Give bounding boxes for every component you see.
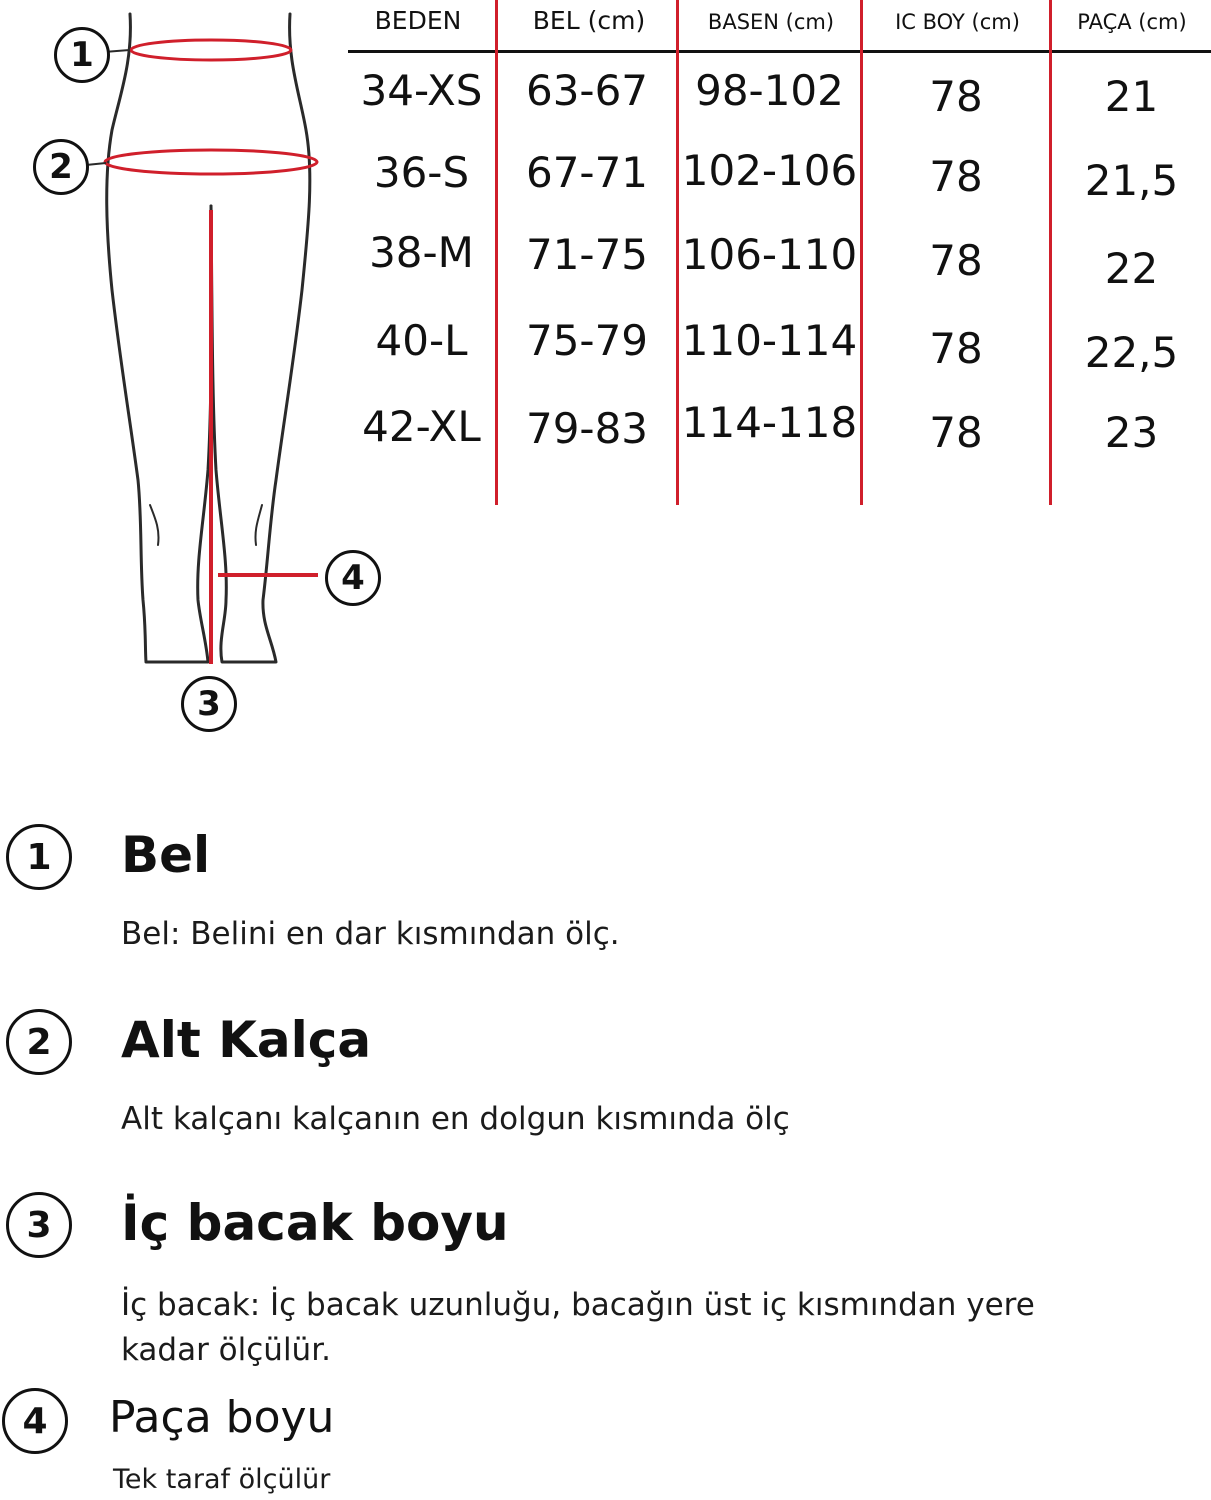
table-cell: 63-67 xyxy=(525,66,649,115)
table-cell: 23 xyxy=(1104,408,1159,457)
table-cell: 21 xyxy=(1104,72,1159,121)
header-size: BEDEN xyxy=(374,6,462,35)
header-hip: BASEN (cm) xyxy=(707,10,835,34)
table-cell: 71-75 xyxy=(525,230,649,279)
legend-title: Paça boyu xyxy=(109,1392,335,1443)
waist-measure-line xyxy=(131,40,291,60)
table-cell: 114-118 xyxy=(681,398,858,447)
marker-1-icon: 1 xyxy=(54,27,110,83)
number-3-icon: 3 xyxy=(6,1192,72,1258)
legend-title: İç bacak boyu xyxy=(121,1194,509,1252)
table-cell: 78 xyxy=(929,152,983,201)
marker-2-icon: 2 xyxy=(33,139,89,195)
legs-outline-drawing xyxy=(0,0,400,760)
legend-description: İç bacak: İç bacak uzunluğu, bacağın üst iç kısmından yere xyxy=(121,1287,1035,1323)
table-cell: 78 xyxy=(929,324,983,373)
table-cell: 98-102 xyxy=(695,66,844,115)
legend-description: Tek taraf ölçülür xyxy=(113,1464,331,1495)
marker-4-icon: 4 xyxy=(325,550,381,606)
table-cell: 78 xyxy=(929,72,983,121)
table-cell: 102-106 xyxy=(681,146,858,195)
table-cell: 78 xyxy=(929,236,983,285)
legend-description: Alt kalçanı kalçanın en dolgun kısmında ölç xyxy=(121,1101,790,1137)
table-cell: 38-M xyxy=(369,228,474,277)
legend-title: Bel xyxy=(121,826,211,884)
header-inseam: IC BOY (cm) xyxy=(895,10,1020,34)
table-cell: 22,5 xyxy=(1084,328,1179,377)
table-cell: 40-L xyxy=(375,316,468,365)
header-divider xyxy=(348,50,1211,53)
number-1-icon: 1 xyxy=(6,824,72,890)
table-cell: 34-XS xyxy=(360,66,483,115)
table-cell: 67-71 xyxy=(525,148,649,197)
legend-title: Alt Kalça xyxy=(121,1011,372,1069)
size-chart-table xyxy=(348,0,1211,510)
header-waist: BEL (cm) xyxy=(532,6,646,35)
table-cell: 22 xyxy=(1104,244,1159,293)
hip-measure-line xyxy=(105,150,317,174)
legend-item-waist xyxy=(0,824,1211,964)
table-cell: 110-114 xyxy=(681,316,858,365)
number-4-icon: 4 xyxy=(2,1388,68,1454)
legend-item-leg-opening xyxy=(0,1388,1211,1500)
table-cell: 75-79 xyxy=(525,316,649,365)
legend-description: kadar ölçülür. xyxy=(121,1332,331,1368)
legend-item-hip xyxy=(0,1009,1211,1149)
header-leg-opening: PAÇA (cm) xyxy=(1077,10,1187,34)
table-cell: 36-S xyxy=(373,148,470,197)
legend-description: Bel: Belini en dar kısmından ölç. xyxy=(121,916,620,952)
table-cell: 79-83 xyxy=(525,404,649,453)
table-cell: 78 xyxy=(929,408,983,457)
table-cell: 21,5 xyxy=(1084,156,1179,205)
number-2-icon: 2 xyxy=(6,1009,72,1075)
legend-item-inseam xyxy=(0,1192,1211,1372)
table-cell: 42-XL xyxy=(362,402,481,451)
table-cell: 106-110 xyxy=(681,230,858,279)
leg-measurement-illustration xyxy=(0,0,400,760)
marker-3-icon: 3 xyxy=(181,676,237,732)
